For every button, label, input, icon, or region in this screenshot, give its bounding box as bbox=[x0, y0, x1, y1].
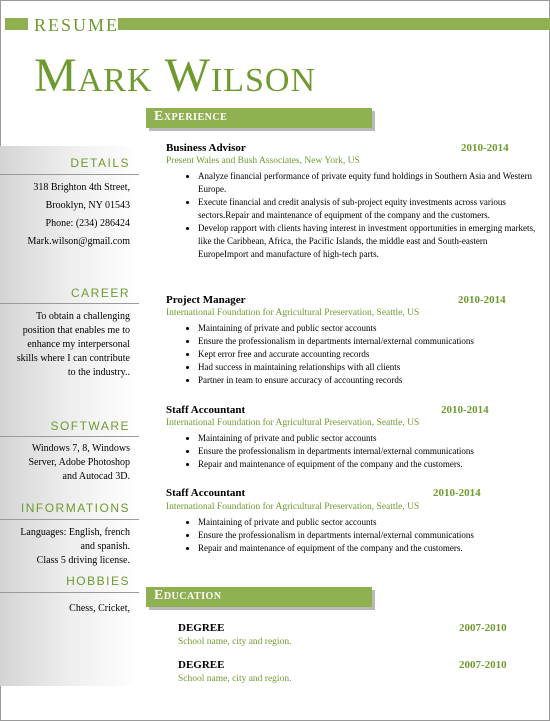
list-item: • Maintaining of private and public sector accounts bbox=[198, 322, 538, 335]
career-line: To obtain a challenging bbox=[36, 311, 130, 322]
software-line: Server, Adobe Photoshop bbox=[28, 457, 130, 468]
job-title: Business Advisor bbox=[166, 142, 246, 154]
edu-school: School name, city and region. bbox=[178, 674, 292, 684]
header-bar-right bbox=[118, 18, 550, 30]
experience-banner bbox=[146, 108, 372, 128]
job-company: International Foundation for Agricultural Preservation, Seattle, US bbox=[166, 502, 420, 512]
phone: Phone: (234) 286424 bbox=[45, 218, 130, 229]
list-item: • Maintaining of private and public sector accounts bbox=[198, 516, 538, 529]
job-dates: 2010-2014 bbox=[458, 294, 506, 306]
career-line: enhance my interpersonal bbox=[27, 339, 130, 350]
list-item: • Repair and maintenance of equipment of the company and the customers. bbox=[198, 458, 538, 471]
software-text bbox=[8, 442, 130, 484]
list-item: • Kept error free and accurate accounting records bbox=[198, 348, 538, 361]
edu-degree: DEGREE bbox=[178, 659, 225, 671]
email: Mark.wilson@gmail.com bbox=[27, 236, 130, 247]
details-rule bbox=[0, 174, 139, 175]
software-line: Windows 7, 8, Windows bbox=[31, 443, 130, 454]
hobbies-text bbox=[8, 600, 130, 618]
hobbies-heading: HOBBIES bbox=[66, 574, 130, 588]
address-line-2: Brooklyn, NY 01543 bbox=[45, 200, 130, 211]
list-item: • Execute financial and credit analysis of sub-project equity investments across various sectors.Repair and maintenance of equipment of the company and the customers. bbox=[198, 196, 538, 222]
job-bullets bbox=[182, 516, 538, 555]
list-item: • Analyze financial performance of private equity fund holdings in Southern Asia and Western Europe. bbox=[198, 170, 538, 196]
edu-dates: 2007-2010 bbox=[459, 659, 507, 671]
list-item: • Maintaining of private and public sector accounts bbox=[198, 432, 538, 445]
job-dates: 2010-2014 bbox=[441, 404, 489, 416]
education-heading: Education bbox=[154, 588, 222, 603]
sidebar bbox=[0, 146, 139, 686]
job-dates: 2010-2014 bbox=[433, 487, 481, 499]
informations-heading: INFORMATIONS bbox=[20, 501, 130, 515]
list-item: • Repair and maintenance of equipment of the company and the customers. bbox=[198, 542, 538, 555]
career-line: position that enables me to bbox=[22, 325, 130, 336]
job-bullets bbox=[182, 322, 538, 387]
edu-dates: 2007-2010 bbox=[459, 622, 507, 634]
list-item: • Ensure the professionalism in departments internal/external communications bbox=[198, 335, 538, 348]
list-item: • Partner in team to ensure accuracy of accounting records bbox=[198, 374, 538, 387]
job-title: Project Manager bbox=[166, 294, 246, 306]
list-item: • Had success in maintaining relationships with all clients bbox=[198, 361, 538, 374]
details-text bbox=[8, 179, 130, 251]
job-company: International Foundation for Agricultural Preservation, Seattle, US bbox=[166, 418, 420, 428]
details-heading: DETAILS bbox=[70, 156, 130, 170]
job-company: International Foundation for Agricultural Preservation, Seattle, US bbox=[166, 308, 420, 318]
job-title: Staff Accountant bbox=[166, 487, 246, 499]
list-item: • Ensure the professionalism in departments internal/external communications bbox=[198, 529, 538, 542]
list-item: • Develop rapport with clients having interest in investment opportunities in emerging markets, like the Caribbean, Africa, the Pacific Islands, the middle east and South-eastern EuropeImport and manufacture of high-tech parts. bbox=[198, 222, 538, 261]
career-heading: CAREER bbox=[70, 286, 130, 300]
education-banner bbox=[146, 587, 372, 607]
software-heading: SOFTWARE bbox=[50, 419, 130, 433]
header-bar-left bbox=[5, 18, 28, 30]
info-line: Class 5 driving license. bbox=[36, 555, 130, 566]
informations-rule bbox=[0, 519, 139, 520]
career-line: to the industry.. bbox=[67, 367, 130, 378]
career-rule bbox=[0, 303, 139, 304]
edu-school: School name, city and region. bbox=[178, 637, 292, 647]
job-bullets bbox=[182, 432, 538, 471]
hobbies-line: Chess, Cricket, bbox=[69, 603, 130, 614]
info-line: Languages: English, french bbox=[20, 527, 130, 538]
candidate-name: Mark Wilson bbox=[34, 49, 317, 102]
edu-degree: DEGREE bbox=[178, 622, 225, 634]
hobbies-rule bbox=[0, 592, 139, 593]
career-text bbox=[8, 310, 130, 380]
career-line: skills where I can contribute bbox=[16, 353, 130, 364]
experience-heading: Experience bbox=[154, 109, 228, 124]
job-dates: 2010-2014 bbox=[461, 142, 509, 154]
address-line-1: 318 Brighton 4th Street, bbox=[33, 182, 130, 193]
job-bullets bbox=[182, 170, 538, 261]
info-line: and spanish. bbox=[80, 541, 130, 552]
software-rule bbox=[0, 436, 139, 437]
list-item: • Ensure the professionalism in departments internal/external communications bbox=[198, 445, 538, 458]
software-line: and Autocad 3D. bbox=[62, 471, 130, 482]
informations-text bbox=[8, 526, 130, 568]
job-company: Present Wales and Bush Associates, New York, US bbox=[166, 156, 360, 166]
job-title: Staff Accountant bbox=[166, 404, 246, 416]
resume-label: RESUME bbox=[34, 15, 120, 35]
